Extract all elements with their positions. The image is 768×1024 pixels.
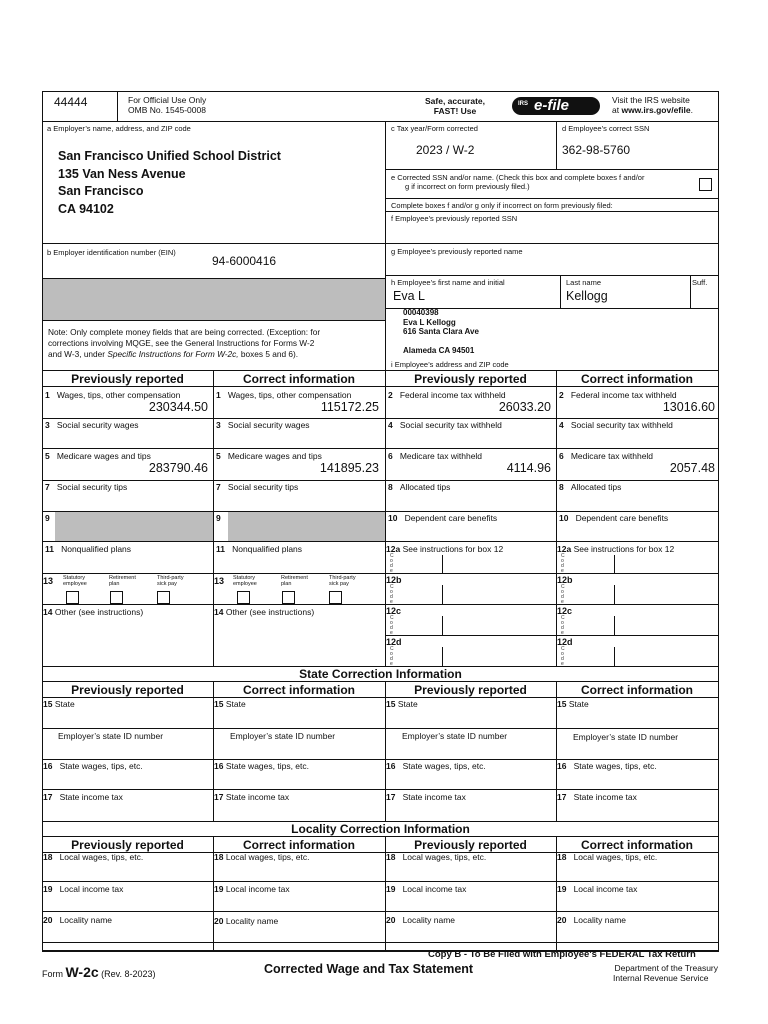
box-7-corr-text: Social security tips [227, 482, 299, 492]
note-line-1: Note: Only complete money fields that are being corrected. (Exception: for [48, 327, 321, 337]
form-word: Form [42, 969, 66, 979]
box-17-prev-number: 17 [43, 792, 53, 802]
state-id-prev-label: Employer’s state ID number [58, 731, 164, 741]
department [612, 963, 718, 983]
employee-street: 616 Santa Clara Ave [403, 327, 479, 336]
box-5-prev-value: 283790.46 [148, 461, 208, 475]
box-11-corr-label [216, 544, 302, 554]
address-label: i Employee’s address and ZIP code [391, 360, 509, 369]
box-8-corr-number: 8 [559, 482, 564, 492]
shaded-box-9-corr [228, 512, 385, 541]
box-5-corr-value: 141895.23 [319, 461, 379, 475]
box-5-corr-text: Medicare wages and tips [227, 451, 322, 461]
box-20-prev-label [43, 915, 112, 925]
box-12a-prev-number: 12a [386, 544, 401, 554]
box-14-prev-number: 14 [43, 607, 53, 617]
box-18-prev-number: 18 [43, 852, 53, 862]
code-divider [442, 555, 443, 573]
box-16-prev2-text: State wages, tips, etc. [402, 761, 486, 771]
box-13-corr-retirement-checkbox[interactable] [282, 591, 295, 604]
box-5-prev-number: 5 [45, 451, 50, 461]
box-e-line-2: g if incorrect on form previously filed.) [405, 182, 530, 191]
box-15-corr-number: 15 [214, 699, 224, 709]
box-17-corr-text: State income tax [225, 792, 290, 802]
box-15-prev-number: 15 [43, 699, 53, 709]
box-4-corr-label [559, 420, 673, 430]
box-18-prev2-label [386, 852, 486, 862]
box-g-label: g Employee’s previously reported name [391, 247, 523, 256]
box-18-prev-label [43, 852, 143, 862]
copy-b-notice: Copy B - To Be Filed with Employee's FEDERAL Tax Return [428, 949, 696, 960]
box-10-prev-text: Dependent care benefits [404, 513, 498, 523]
box-4-corr-text: Social security tax withheld [570, 420, 673, 430]
box-e-line-1: e Corrected SSN and/or name. (Check this box and complete boxes f and/or [391, 173, 645, 182]
box-10-corr-text: Dependent care benefits [575, 513, 669, 523]
box-13-prev-retirement-checkbox[interactable] [110, 591, 123, 604]
employer-info [58, 148, 281, 218]
box-19-corr-text: Local income tax [225, 884, 290, 894]
state-id-prev2-label: Employer’s state ID number [402, 731, 508, 741]
box-6-prev-label [388, 451, 482, 461]
note-line-2: corrections involving MQGE, see the General Instructions for Forms W-2 [48, 338, 315, 348]
box-16-prev2-label [386, 761, 486, 771]
visit-line-1: Visit the IRS website [612, 95, 690, 105]
box-3-corr-number: 3 [216, 420, 221, 430]
box-5-prev-text: Medicare wages and tips [56, 451, 151, 461]
box-20-prev2-text: Locality name [402, 915, 456, 925]
official-use: For Official Use Only [128, 95, 207, 105]
box-5-prev-label [45, 451, 151, 461]
box-2-prev-label [388, 390, 506, 400]
state-header-prev-2: Previously reported [414, 683, 527, 697]
box-19-prev-text: Local income tax [59, 884, 124, 894]
mqge-note [48, 327, 383, 360]
box-13-corr-third-party-checkbox[interactable] [329, 591, 342, 604]
box-5-corr-label [216, 451, 322, 461]
box-15-prev2-label [386, 699, 418, 709]
box-18-prev-text: Local wages, tips, etc. [59, 852, 144, 862]
code-divider [442, 585, 443, 604]
employer-label: a Employer’s name, address, and ZIP code [47, 124, 191, 133]
box-12b-prev-number: 12b [386, 575, 402, 585]
employer-city: San Francisco [58, 184, 144, 198]
locality-header-corr-1: Correct information [242, 838, 355, 852]
box-e-checkbox[interactable] [699, 178, 712, 191]
box-13-corr-retirement: Retirement plan [281, 575, 308, 587]
form-revision: (Rev. 8-2023) [98, 969, 156, 979]
efile-tagline [420, 96, 490, 116]
note-line-3a: and W-3, under [48, 349, 108, 359]
box-11-prev-number: 11 [45, 544, 54, 554]
efile-logo-irs: IRS [518, 101, 529, 107]
visit-line-2 [612, 105, 718, 115]
box-16-prev-number: 16 [43, 761, 53, 771]
shaded-box-9-prev [55, 512, 213, 541]
box-h-label: h Employee’s first name and initial [391, 278, 505, 287]
box-7-prev-number: 7 [45, 482, 50, 492]
box-20-prev2-label [386, 915, 455, 925]
box-20-prev2-number: 20 [386, 915, 396, 925]
suffix-label: Suff. [692, 278, 708, 287]
code-divider [614, 555, 615, 573]
box-c-label: c Tax year/Form corrected [391, 124, 478, 133]
box-11-corr-number: 11 [216, 544, 225, 554]
box-16-prev-text: State wages, tips, etc. [59, 761, 143, 771]
note-line-3 [48, 349, 383, 360]
control-number: 44444 [54, 95, 88, 109]
box-11-corr-text: Nonqualified plans [232, 544, 303, 554]
box-12b-corr-number: 12b [557, 575, 573, 585]
irs-efile-link[interactable]: www.irs.gov/efile [621, 105, 691, 115]
code-divider [614, 647, 615, 666]
code-divider [614, 585, 615, 604]
visit-suffix: . [690, 105, 693, 115]
box-7-prev-text: Social security tips [56, 482, 128, 492]
header-prev-2: Previously reported [414, 372, 527, 386]
box-2-corr-value: 13016.60 [662, 400, 715, 414]
tagline-line-1: Safe, accurate, [424, 96, 485, 106]
box-19-prev2-text: Local income tax [402, 884, 467, 894]
box-10-prev-number: 10 [388, 513, 398, 523]
box-13-corr-number: 13 [214, 576, 225, 586]
box-15-prev2-number: 15 [386, 699, 396, 709]
box-19-corr2-number: 19 [557, 884, 567, 894]
box-17-prev-label [43, 792, 123, 802]
locality-header-corr-2: Correct information [580, 838, 693, 852]
box-e-label [391, 173, 691, 191]
state-id-corr2-label: Employer’s state ID number [573, 732, 679, 742]
box-1-prev-value: 230344.50 [148, 400, 208, 414]
locality-header-prev-1: Previously reported [71, 838, 184, 852]
box-13-corr-statutory-checkbox[interactable] [237, 591, 250, 604]
code-divider [614, 616, 615, 635]
box-d-value: 362-98-5760 [562, 143, 631, 157]
box-4-prev-number: 4 [388, 420, 393, 430]
box-20-corr2-number: 20 [557, 915, 567, 925]
visit-prefix: at [612, 105, 622, 115]
note-line-3c: boxes 5 and 6). [238, 349, 299, 359]
box-2-corr-text: Federal income tax withheld [570, 390, 677, 400]
box-16-prev-label [43, 761, 143, 771]
box-13-prev-number: 13 [43, 576, 54, 586]
locality-header-prev-2: Previously reported [414, 838, 527, 852]
box-12c-corr-number: 12c [557, 606, 573, 616]
state-section-title: State Correction Information [299, 667, 462, 681]
box-18-prev2-text: Local wages, tips, etc. [402, 852, 487, 862]
box-17-corr-number: 17 [214, 792, 224, 802]
box-1-corr-label [216, 390, 351, 400]
locality-section-title: Locality Correction Information [291, 822, 470, 836]
box-7-corr-number: 7 [216, 482, 221, 492]
box-12c-prev-number: 12c [386, 606, 402, 616]
tagline-line-2: FAST! Use [433, 106, 477, 116]
box-14-prev-label [43, 607, 143, 617]
box-1-prev-number: 1 [45, 390, 50, 400]
box-19-prev2-number: 19 [386, 884, 396, 894]
box-10-corr-number: 10 [559, 513, 569, 523]
box-17-prev2-number: 17 [386, 792, 396, 802]
efile-logo-text: e-file [534, 97, 570, 114]
box-20-corr-text: Locality name [225, 916, 279, 926]
box-19-prev-number: 19 [43, 884, 53, 894]
box-5-corr-number: 5 [216, 451, 221, 461]
box-3-corr-text: Social security wages [227, 420, 310, 430]
box-4-corr-number: 4 [559, 420, 564, 430]
box-18-corr2-label [557, 852, 657, 862]
box-6-corr-value: 2057.48 [669, 461, 715, 475]
box-3-prev-number: 3 [45, 420, 50, 430]
code-divider [442, 616, 443, 635]
box-1-corr-text: Wages, tips, other compensation [227, 390, 352, 400]
box-20-corr2-text: Locality name [573, 915, 627, 925]
box-3-corr-label [216, 420, 310, 430]
box-20-corr-number: 20 [214, 916, 224, 926]
employee-id: 00040398 [403, 308, 439, 317]
box-20-prev-number: 20 [43, 915, 53, 925]
box-6-prev-text: Medicare tax withheld [399, 451, 483, 461]
last-name-label: Last name [566, 278, 602, 287]
box-7-prev-label [45, 482, 127, 492]
box-18-corr-label [214, 852, 309, 862]
state-header-prev-1: Previously reported [71, 683, 184, 697]
box-12d-corr-number: 12d [557, 637, 573, 647]
box-12d-prev-number: 12d [386, 637, 402, 647]
employer-state-zip: CA 94102 [58, 201, 114, 216]
box-1-prev-text: Wages, tips, other compensation [56, 390, 181, 400]
box-17-prev-text: State income tax [59, 792, 123, 802]
box-10-corr-label [559, 513, 668, 523]
box-15-corr-text: State [225, 699, 246, 709]
box-6-prev-value: 4114.96 [506, 461, 551, 475]
box-16-corr-label [214, 761, 309, 771]
box-14-prev-text: Other (see instructions) [54, 607, 144, 617]
header-corr-1: Correct information [242, 372, 355, 386]
box-18-corr-text: Local wages, tips, etc. [225, 852, 310, 862]
box-6-prev-number: 6 [388, 451, 393, 461]
box-2-corr-label [559, 390, 677, 400]
employee-name: Eva L Kellogg [403, 317, 456, 327]
box-15-prev2-text: State [397, 699, 418, 709]
box-12a-corr-number: 12a [557, 544, 572, 554]
code-label: C o d e [561, 615, 565, 636]
box-8-prev-number: 8 [388, 482, 393, 492]
box-9-corr-number: 9 [216, 513, 221, 523]
box-7-corr-label [216, 482, 298, 492]
box-2-prev-value: 26033.20 [498, 400, 551, 414]
ein-label: b Employer identification number (EIN) [47, 248, 176, 257]
box-15-prev-label [43, 699, 75, 709]
ein-value: 94-6000416 [212, 254, 277, 268]
box-17-corr-label [214, 792, 289, 802]
box-16-prev2-number: 16 [386, 761, 396, 771]
box-16-corr2-label [557, 761, 657, 771]
form-title: Corrected Wage and Tax Statement [264, 962, 474, 976]
box-1-corr-number: 1 [216, 390, 221, 400]
box-14-corr-label [214, 607, 314, 617]
box-16-corr-text: State wages, tips, etc. [225, 761, 309, 771]
box-4-prev-text: Social security tax withheld [399, 420, 502, 430]
box-1-prev-label [45, 390, 180, 400]
box-15-corr2-number: 15 [557, 699, 567, 709]
box-8-prev-label [388, 482, 450, 492]
omb-number: OMB No. 1545-0008 [128, 105, 206, 115]
code-label: C o d e [561, 646, 565, 667]
box-17-corr2-label [557, 792, 637, 802]
box-13-prev-statutory-checkbox[interactable] [66, 591, 79, 604]
box-19-corr2-label [557, 884, 637, 894]
note-line-3b: Specific Instructions for Form W-2c, [107, 349, 239, 359]
box-10-prev-label [388, 513, 497, 523]
box-2-prev-number: 2 [388, 390, 393, 400]
form-name [42, 964, 156, 980]
employee-city: Alameda CA 94501 [403, 345, 475, 355]
employee-last-name: Kellogg [566, 289, 608, 303]
box-18-corr2-number: 18 [557, 852, 567, 862]
box-8-prev-text: Allocated tips [399, 482, 451, 492]
box-15-corr-label [214, 699, 246, 709]
box-6-corr-label [559, 451, 653, 461]
code-label: C o d e [390, 615, 394, 636]
box-19-prev-label [43, 884, 123, 894]
department-line-2: Internal Revenue Service [613, 973, 709, 983]
box-12a-corr-label [557, 544, 674, 554]
box-20-prev-text: Locality name [59, 915, 113, 925]
department-line-1: Department of the Treasury [614, 963, 718, 973]
box-1-corr-value: 115172.25 [320, 400, 379, 414]
box-6-corr-number: 6 [559, 451, 564, 461]
box-6-corr-text: Medicare tax withheld [570, 451, 654, 461]
box-15-prev-text: State [54, 699, 75, 709]
header-corr-2: Correct information [580, 372, 693, 386]
box-13-corr-statutory: Statutory employee [233, 575, 257, 587]
box-17-prev2-text: State income tax [402, 792, 466, 802]
box-13-corr-third-party: Third-party sick pay [329, 575, 356, 587]
box-13-prev-retirement: Retirement plan [109, 575, 136, 587]
box-18-prev2-number: 18 [386, 852, 396, 862]
state-header-corr-1: Correct information [242, 683, 355, 697]
box-f-label: f Employee’s previously reported SSN [391, 214, 518, 223]
box-15-corr2-label [557, 699, 589, 709]
box-8-corr-text: Allocated tips [570, 482, 622, 492]
box-16-corr-number: 16 [214, 761, 224, 771]
code-divider [442, 647, 443, 666]
employer-name: San Francisco Unified School District [58, 149, 281, 163]
box-17-corr2-number: 17 [557, 792, 567, 802]
box-13-prev-third-party-checkbox[interactable] [157, 591, 170, 604]
box-17-prev2-label [386, 792, 466, 802]
box-3-prev-label [45, 420, 139, 430]
box-15-corr2-text: State [568, 699, 589, 709]
employer-street: 135 Van Ness Avenue [58, 166, 186, 181]
code-label: C o d e [561, 553, 565, 574]
code-label: C o d e [390, 553, 394, 574]
employee-address [403, 308, 479, 355]
box-8-corr-label [559, 482, 621, 492]
box-12a-corr-text: See instructions for box 12 [573, 544, 675, 554]
box-3-prev-text: Social security wages [56, 420, 139, 430]
form-number: W-2c [65, 964, 99, 980]
box-4-prev-label [388, 420, 502, 430]
code-label: C o d e [390, 646, 394, 667]
box-14-corr-number: 14 [214, 607, 224, 617]
fg-note: Complete boxes f and/or g only if incorrect on form previously filed: [391, 201, 613, 210]
box-19-corr-number: 19 [214, 884, 224, 894]
box-12a-prev-text: See instructions for box 12 [402, 544, 504, 554]
box-9-prev-number: 9 [45, 513, 50, 523]
box-19-prev2-label [386, 884, 466, 894]
state-id-corr-label: Employer’s state ID number [230, 731, 336, 741]
state-header-corr-2: Correct information [580, 683, 693, 697]
visit-irs [612, 95, 718, 115]
box-19-corr2-text: Local income tax [573, 884, 638, 894]
code-label: C o d e [561, 584, 565, 605]
box-16-corr2-text: State wages, tips, etc. [573, 761, 657, 771]
box-18-corr-number: 18 [214, 852, 224, 862]
box-11-prev-label [45, 544, 131, 554]
box-12a-prev-label [386, 544, 503, 554]
shaded-area [43, 279, 385, 320]
box-2-corr-number: 2 [559, 390, 564, 400]
box-20-corr2-label [557, 915, 626, 925]
box-14-corr-text: Other (see instructions) [225, 607, 315, 617]
box-d-label: d Employee’s correct SSN [562, 124, 650, 133]
box-13-prev-third-party: Third-party sick pay [157, 575, 184, 587]
irs-efile-logo [512, 97, 600, 115]
code-label: C o d e [390, 584, 394, 605]
employee-first-name: Eva L [393, 289, 425, 303]
box-20-corr-label [214, 916, 278, 926]
box-17-corr2-text: State income tax [573, 792, 637, 802]
box-13-prev-statutory: Statutory employee [63, 575, 87, 587]
box-18-corr2-text: Local wages, tips, etc. [573, 852, 658, 862]
box-c-value: 2023 / W-2 [416, 143, 475, 157]
box-2-prev-text: Federal income tax withheld [399, 390, 506, 400]
box-19-corr-label [214, 884, 290, 894]
header-prev-1: Previously reported [71, 372, 184, 386]
box-16-corr2-number: 16 [557, 761, 567, 771]
box-11-prev-text: Nonqualified plans [61, 544, 132, 554]
